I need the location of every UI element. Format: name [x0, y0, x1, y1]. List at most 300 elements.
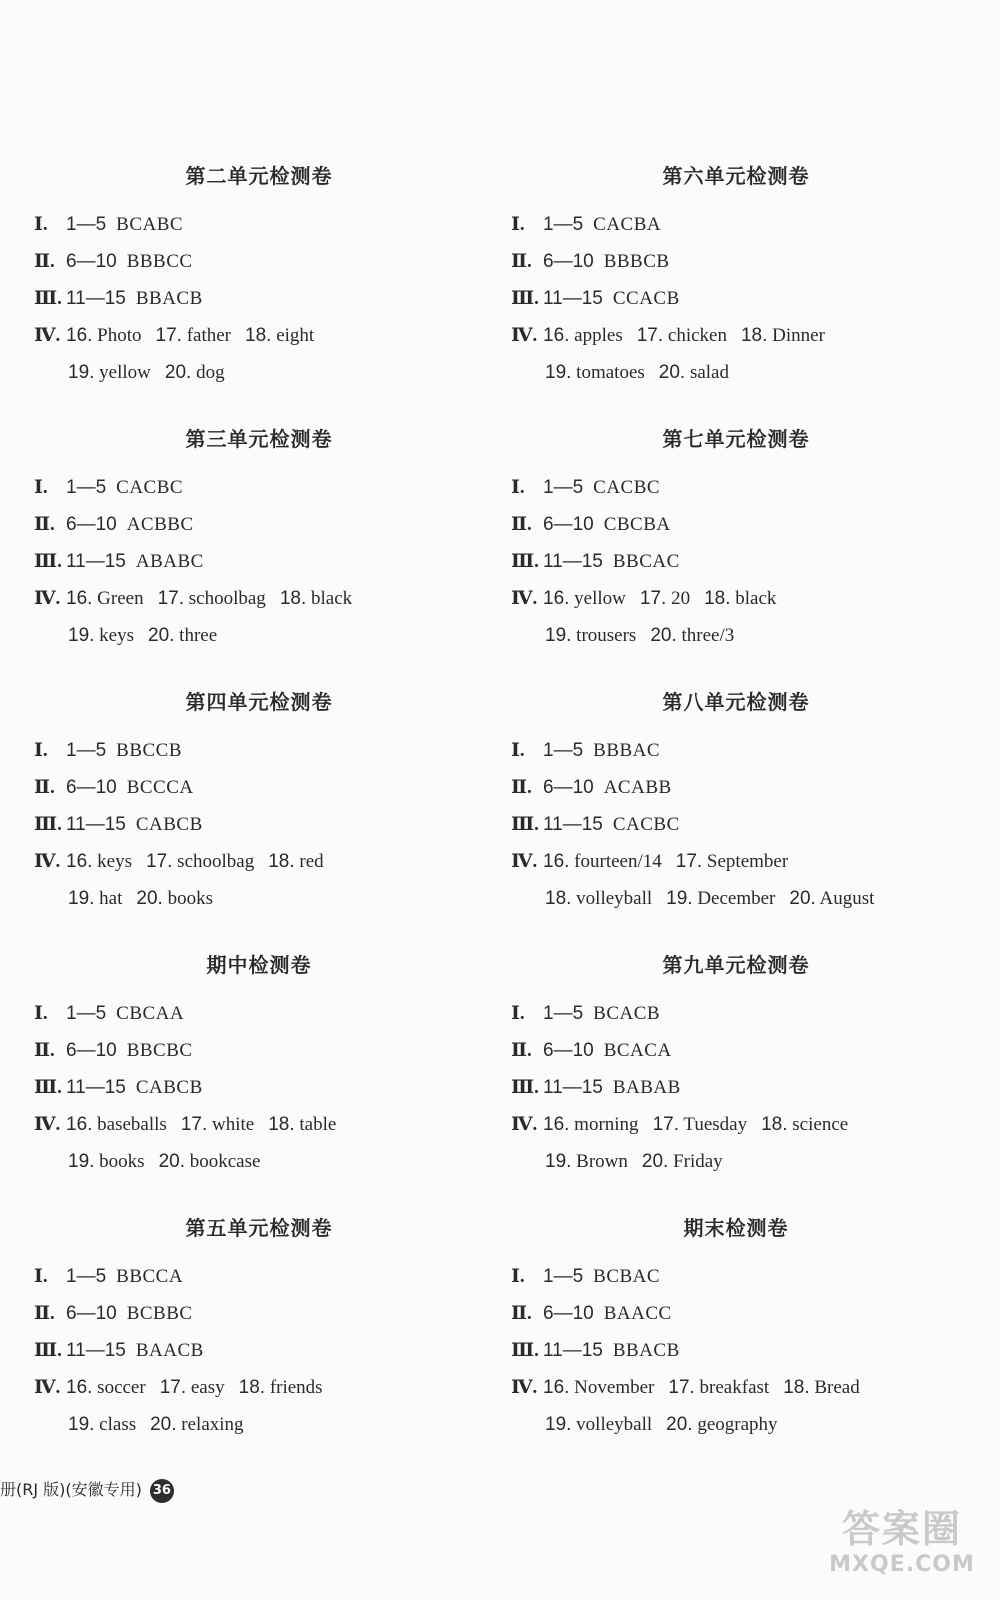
answer-letters: ACBBC	[126, 514, 194, 535]
roman-numeral: Ⅳ.	[511, 588, 538, 609]
answer-line	[34, 580, 484, 617]
answer-line	[34, 469, 484, 506]
question-range: 1—5	[543, 740, 584, 761]
answer-word: trousers	[576, 625, 637, 646]
answer-word: baseballs	[97, 1114, 167, 1135]
answer-line	[511, 243, 961, 280]
fill-in-answer	[666, 888, 775, 909]
roman-numeral: Ⅲ.	[34, 288, 62, 309]
question-number: 16.	[543, 1377, 570, 1398]
fill-in-answer	[181, 1114, 254, 1135]
fill-in-answer	[146, 851, 254, 872]
answer-word: November	[574, 1377, 655, 1398]
answer-word: table	[299, 1114, 337, 1135]
fill-in-answer	[741, 325, 825, 346]
watermark	[822, 1506, 982, 1578]
question-number: 16.	[543, 325, 570, 346]
question-number: 19.	[68, 888, 95, 909]
answer-letters: BBCBC	[126, 1040, 193, 1061]
answer-line	[511, 1295, 961, 1332]
fill-in-answer	[268, 1114, 336, 1135]
answer-line	[34, 243, 484, 280]
answer-word: keys	[97, 851, 132, 872]
answer-line	[34, 732, 484, 769]
answer-line	[511, 1106, 961, 1143]
answer-line	[34, 880, 484, 917]
left-column	[34, 158, 484, 1473]
roman-numeral: Ⅳ.	[34, 851, 61, 872]
question-range: 1—5	[66, 1003, 107, 1024]
answer-line	[34, 317, 484, 354]
answer-line	[511, 769, 961, 806]
fill-in-answer	[66, 1377, 146, 1398]
fill-in-answer	[68, 362, 151, 383]
question-number: 18.	[268, 851, 295, 872]
answer-word: books	[167, 888, 213, 909]
answer-line	[34, 806, 484, 843]
answer-word: books	[99, 1151, 145, 1172]
answer-letters: BBBCC	[126, 251, 193, 272]
question-number: 20.	[641, 1151, 669, 1172]
answer-word: black	[735, 588, 777, 609]
question-range: 11—15	[66, 1077, 126, 1098]
fill-in-answer	[543, 1114, 639, 1135]
question-range: 11—15	[543, 1077, 603, 1098]
roman-numeral: Ⅰ.	[511, 1266, 525, 1287]
question-number: 16.	[543, 1114, 570, 1135]
roman-numeral: Ⅰ.	[511, 740, 525, 761]
fill-in-answer	[245, 325, 314, 346]
roman-numeral: Ⅱ.	[511, 251, 532, 272]
question-range: 1—5	[66, 214, 107, 235]
section-title: 期末检测卷	[683, 1216, 789, 1240]
answer-line	[34, 280, 484, 317]
question-number: 16.	[66, 851, 93, 872]
answer-word: December	[697, 888, 776, 909]
question-range: 11—15	[66, 1340, 126, 1361]
fill-in-answer	[676, 851, 788, 872]
answer-letters: BCBAC	[593, 1266, 661, 1287]
answer-word: August	[819, 888, 875, 909]
question-number: 18.	[704, 588, 731, 609]
answer-letters: BBCCA	[116, 1266, 184, 1287]
question-range: 11—15	[66, 288, 126, 309]
roman-numeral: Ⅱ.	[511, 1303, 532, 1324]
fill-in-answer	[704, 588, 776, 609]
answer-line	[34, 769, 484, 806]
roman-numeral: Ⅲ.	[511, 551, 539, 572]
answer-line	[511, 732, 961, 769]
answer-line	[511, 1369, 961, 1406]
fill-in-answer	[136, 888, 213, 909]
answer-letters: CACBC	[612, 814, 680, 835]
answer-letters: BAACB	[135, 1340, 204, 1361]
answer-word: bookcase	[189, 1151, 261, 1172]
fill-in-answer	[640, 588, 690, 609]
question-number: 16.	[543, 588, 570, 609]
answer-letters: CACBC	[116, 477, 184, 498]
footer-text: 册(RJ 版)(安徽专用)	[0, 1480, 142, 1499]
answer-word: Bread	[814, 1377, 860, 1398]
answer-word: volleyball	[576, 888, 653, 909]
fill-in-answer	[783, 1377, 860, 1398]
question-range: 11—15	[543, 288, 603, 309]
answer-letters: BCACB	[593, 1003, 661, 1024]
question-number: 19.	[545, 1414, 572, 1435]
answer-line	[511, 506, 961, 543]
fill-in-answer	[280, 588, 352, 609]
answer-line	[511, 317, 961, 354]
answer-letters: BCACA	[603, 1040, 672, 1061]
answer-word: friends	[269, 1377, 323, 1398]
question-number: 18.	[783, 1377, 810, 1398]
fill-in-answer	[68, 1414, 136, 1435]
fill-in-answer	[545, 362, 645, 383]
fill-in-answer	[789, 888, 874, 909]
section-title: 第八单元检测卷	[662, 690, 810, 714]
answer-word: keys	[99, 625, 134, 646]
fill-in-answer	[158, 588, 266, 609]
answer-line	[511, 543, 961, 580]
answer-word: Friday	[673, 1151, 723, 1172]
answer-word: schoolbag	[188, 588, 266, 609]
question-range: 1—5	[66, 1266, 107, 1287]
question-number: 20.	[789, 888, 816, 909]
answer-letters: BCBBC	[126, 1303, 193, 1324]
answer-word: white	[212, 1114, 255, 1135]
answer-line	[511, 1032, 961, 1069]
question-number: 20.	[136, 888, 163, 909]
answer-letters: ACABB	[603, 777, 672, 798]
answer-line	[34, 1295, 484, 1332]
roman-numeral: Ⅲ.	[511, 288, 539, 309]
answer-word: fourteen/14	[574, 851, 662, 872]
answer-line	[34, 206, 484, 243]
fill-in-answer	[653, 1114, 748, 1135]
fill-in-answer	[666, 1414, 777, 1435]
answer-line	[511, 280, 961, 317]
answer-line	[34, 1258, 484, 1295]
question-range: 6—10	[66, 251, 117, 272]
answer-word: geography	[697, 1414, 778, 1435]
question-range: 11—15	[543, 814, 603, 835]
answer-letters: BBACB	[612, 1340, 680, 1361]
answer-line	[34, 1406, 484, 1443]
question-range: 11—15	[66, 551, 126, 572]
question-number: 20.	[158, 1151, 185, 1172]
answer-line	[34, 1106, 484, 1143]
answer-word: three	[179, 625, 218, 646]
answer-word: dog	[196, 362, 225, 383]
question-number: 17.	[159, 1377, 187, 1398]
answer-section	[34, 684, 484, 947]
answer-line	[34, 1332, 484, 1369]
answer-word: schoolbag	[177, 851, 255, 872]
roman-numeral: Ⅲ.	[511, 1340, 539, 1361]
question-number: 17.	[146, 851, 173, 872]
answer-word: red	[299, 851, 324, 872]
question-number: 16.	[543, 851, 570, 872]
page-footer	[0, 1473, 174, 1507]
question-number: 19.	[68, 1414, 95, 1435]
roman-numeral: Ⅰ.	[511, 1003, 525, 1024]
question-number: 17.	[157, 588, 185, 609]
fill-in-answer	[66, 851, 132, 872]
roman-numeral: Ⅲ.	[34, 1340, 62, 1361]
answer-line	[511, 580, 961, 617]
roman-numeral: Ⅳ.	[511, 1377, 538, 1398]
question-number: 17.	[180, 1114, 208, 1135]
answer-line	[511, 843, 961, 880]
question-number: 19.	[68, 362, 95, 383]
fill-in-answer	[659, 362, 729, 383]
answer-section	[511, 684, 961, 947]
question-range: 1—5	[66, 477, 107, 498]
question-range: 1—5	[543, 1003, 584, 1024]
answer-line	[511, 354, 961, 391]
question-range: 11—15	[543, 1340, 603, 1361]
answer-section	[34, 947, 484, 1210]
question-number: 18.	[245, 325, 272, 346]
fill-in-answer	[545, 1151, 628, 1172]
roman-numeral: Ⅲ.	[34, 551, 62, 572]
roman-numeral: Ⅱ.	[34, 251, 55, 272]
answer-line	[511, 880, 961, 917]
answer-line	[511, 1332, 961, 1369]
section-title: 第三单元检测卷	[185, 427, 333, 451]
question-number: 19.	[545, 362, 572, 383]
answer-word: relaxing	[181, 1414, 244, 1435]
question-range: 11—15	[66, 814, 126, 835]
fill-in-answer	[545, 625, 636, 646]
answer-word: eight	[276, 325, 315, 346]
answer-word: easy	[190, 1377, 225, 1398]
roman-numeral: Ⅰ.	[34, 214, 48, 235]
answer-line	[34, 543, 484, 580]
answer-section	[34, 421, 484, 684]
roman-numeral: Ⅳ.	[511, 851, 538, 872]
roman-numeral: Ⅳ.	[34, 325, 61, 346]
answer-word: soccer	[97, 1377, 146, 1398]
question-range: 1—5	[66, 740, 107, 761]
roman-numeral: Ⅱ.	[511, 1040, 532, 1061]
answer-letters: BABAB	[612, 1077, 681, 1098]
question-number: 17.	[639, 588, 667, 609]
answer-line	[34, 354, 484, 391]
question-range: 6—10	[543, 251, 594, 272]
question-range: 1—5	[543, 477, 584, 498]
answer-word: salad	[689, 362, 729, 383]
roman-numeral: Ⅲ.	[511, 814, 539, 835]
roman-numeral: Ⅲ.	[34, 1077, 62, 1098]
answer-letters: BCCCA	[126, 777, 194, 798]
answer-letters: CABCB	[135, 814, 203, 835]
roman-numeral: Ⅲ.	[511, 1077, 539, 1098]
section-title: 第七单元检测卷	[662, 427, 810, 451]
roman-numeral: Ⅳ.	[511, 325, 538, 346]
answer-line	[34, 617, 484, 654]
question-number: 18.	[238, 1377, 266, 1398]
question-number: 18.	[545, 888, 572, 909]
answer-line	[34, 506, 484, 543]
question-number: 18.	[761, 1114, 788, 1135]
fill-in-answer	[650, 625, 734, 646]
fill-in-answer	[68, 625, 134, 646]
answer-word: Photo	[97, 325, 142, 346]
question-number: 16.	[66, 1377, 93, 1398]
roman-numeral: Ⅳ.	[34, 1114, 61, 1135]
answer-word: yellow	[99, 362, 151, 383]
answer-line	[511, 1143, 961, 1180]
question-number: 19.	[68, 1151, 95, 1172]
fill-in-answer	[642, 1151, 723, 1172]
answer-word: science	[792, 1114, 849, 1135]
answer-letters: CBCAA	[116, 1003, 185, 1024]
answer-section	[511, 421, 961, 684]
answer-letters: CABCB	[135, 1077, 203, 1098]
question-range: 6—10	[543, 1303, 594, 1324]
answer-word: Green	[97, 588, 144, 609]
answer-word: September	[706, 851, 789, 872]
section-title: 第五单元检测卷	[185, 1216, 333, 1240]
fill-in-answer	[66, 588, 144, 609]
answer-section	[34, 1210, 484, 1473]
watermark-site: MXQE.COM	[829, 1552, 975, 1577]
roman-numeral: Ⅲ.	[34, 814, 62, 835]
answer-word: tomatoes	[576, 362, 645, 383]
answer-letters: BBCAC	[612, 551, 680, 572]
question-number: 20.	[164, 362, 192, 383]
question-range: 6—10	[66, 777, 117, 798]
question-number: 17.	[668, 1377, 695, 1398]
fill-in-answer	[545, 888, 652, 909]
answer-word: 20	[671, 588, 691, 609]
answer-section	[511, 158, 961, 421]
question-number: 19.	[545, 1151, 572, 1172]
answer-word: yellow	[574, 588, 626, 609]
question-number: 20.	[650, 625, 677, 646]
question-number: 17.	[155, 325, 182, 346]
answer-line	[34, 843, 484, 880]
answer-line	[511, 1069, 961, 1106]
answer-line	[34, 1069, 484, 1106]
question-number: 20.	[666, 1414, 693, 1435]
answer-letters: BBACB	[135, 288, 203, 309]
right-column	[511, 158, 961, 1473]
answer-word: father	[186, 325, 232, 346]
fill-in-answer	[268, 851, 323, 872]
answer-line	[34, 1143, 484, 1180]
answer-word: morning	[574, 1114, 639, 1135]
roman-numeral: Ⅳ.	[511, 1114, 538, 1135]
answer-word: three/3	[681, 625, 735, 646]
question-number: 20.	[148, 625, 175, 646]
answer-line	[511, 995, 961, 1032]
answer-word: apples	[574, 325, 623, 346]
answer-line	[34, 1032, 484, 1069]
answer-line	[511, 469, 961, 506]
roman-numeral: Ⅳ.	[34, 1377, 61, 1398]
question-number: 16.	[66, 588, 93, 609]
answer-letters: CBCBA	[603, 514, 671, 535]
roman-numeral: Ⅰ.	[34, 740, 48, 761]
page-number-badge: 36	[150, 1479, 174, 1503]
fill-in-answer	[543, 851, 662, 872]
answer-section	[511, 947, 961, 1210]
answer-letters: BBBCB	[603, 251, 670, 272]
question-range: 6—10	[66, 1040, 117, 1061]
answer-letters: CCACB	[612, 288, 680, 309]
answer-letters: BAACC	[603, 1303, 672, 1324]
question-number: 18.	[740, 325, 768, 346]
watermark-logo-text: 答案圈	[841, 1507, 962, 1551]
section-title: 第四单元检测卷	[185, 690, 333, 714]
roman-numeral: Ⅱ.	[34, 1040, 55, 1061]
question-number: 16.	[66, 1114, 93, 1135]
answer-line	[511, 1258, 961, 1295]
fill-in-answer	[66, 1114, 167, 1135]
question-range: 6—10	[66, 1303, 117, 1324]
answer-section	[511, 1210, 961, 1473]
fill-in-answer	[68, 888, 122, 909]
fill-in-answer	[239, 1377, 323, 1398]
answer-letters: ABABC	[135, 551, 204, 572]
roman-numeral: Ⅰ.	[34, 1266, 48, 1287]
answer-letters: BBBAC	[593, 740, 661, 761]
question-number: 17.	[675, 851, 703, 872]
question-number: 19.	[68, 625, 95, 646]
answer-letters: BCABC	[116, 214, 184, 235]
roman-numeral: Ⅰ.	[34, 477, 48, 498]
answer-line	[511, 206, 961, 243]
roman-numeral: Ⅰ.	[34, 1003, 48, 1024]
roman-numeral: Ⅰ.	[511, 477, 525, 498]
answer-word: breakfast	[699, 1377, 770, 1398]
fill-in-answer	[543, 325, 623, 346]
answer-letters: CACBC	[593, 477, 661, 498]
fill-in-answer	[637, 325, 727, 346]
fill-in-answer	[543, 1377, 654, 1398]
fill-in-answer	[761, 1114, 848, 1135]
fill-in-answer	[159, 1151, 261, 1172]
answer-word: class	[99, 1414, 137, 1435]
fill-in-answer	[156, 325, 231, 346]
answer-line	[34, 995, 484, 1032]
answer-line	[511, 806, 961, 843]
roman-numeral: Ⅰ.	[511, 214, 525, 235]
section-title: 第六单元检测卷	[662, 164, 810, 188]
answer-word: black	[310, 588, 353, 609]
answer-word: Dinner	[772, 325, 825, 346]
question-range: 6—10	[543, 777, 594, 798]
question-range: 1—5	[543, 214, 584, 235]
answer-letters: CACBA	[593, 214, 662, 235]
fill-in-answer	[543, 588, 626, 609]
answer-line	[511, 1406, 961, 1443]
question-number: 18.	[268, 1114, 295, 1135]
question-number: 20.	[658, 362, 686, 383]
answer-word: Brown	[576, 1151, 628, 1172]
question-number: 17.	[652, 1114, 679, 1135]
answer-word: chicken	[667, 325, 727, 346]
question-range: 6—10	[543, 1040, 594, 1061]
fill-in-answer	[68, 1151, 145, 1172]
roman-numeral: Ⅳ.	[34, 588, 61, 609]
question-number: 18.	[279, 588, 307, 609]
answer-letters: BBCCB	[116, 740, 183, 761]
roman-numeral: Ⅱ.	[34, 777, 55, 798]
question-range: 6—10	[543, 514, 594, 535]
